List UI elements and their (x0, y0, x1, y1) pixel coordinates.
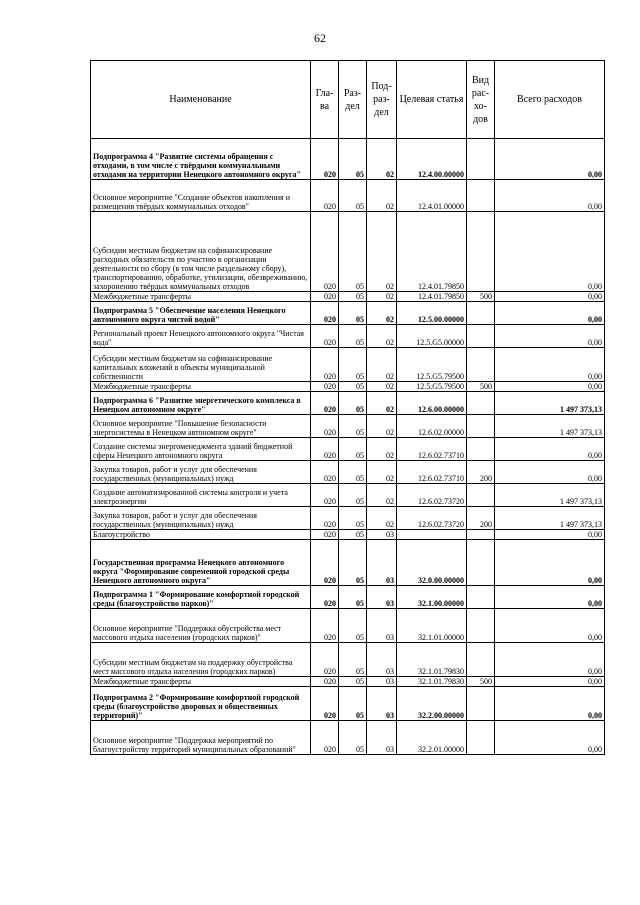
cell-vid (467, 325, 495, 348)
table-body (91, 139, 605, 755)
cell-target: 12.6.02.73710 (397, 438, 467, 461)
cell-razdel: 05 (339, 180, 367, 212)
cell-glava: 020 (311, 180, 339, 212)
cell-podrazdel: 03 (367, 677, 397, 687)
cell-razdel: 05 (339, 540, 367, 586)
cell-podrazdel: 02 (367, 438, 397, 461)
cell-total: 0,00 (495, 687, 605, 721)
cell-podrazdel: 03 (367, 530, 397, 540)
cell-podrazdel: 02 (367, 139, 397, 180)
cell-total: 0,00 (495, 540, 605, 586)
cell-razdel: 05 (339, 325, 367, 348)
cell-name: Создание системы энергоменеджмента зданий бюджетной сферы Ненецкого автономного округа (91, 438, 311, 461)
cell-target: 12.6.02.00000 (397, 415, 467, 438)
cell-name: Закупка товаров, работ и услуг для обеспечения государственных (муниципальных) нужд (91, 461, 311, 484)
table-row (91, 415, 605, 438)
cell-vid: 200 (467, 507, 495, 530)
cell-name: Субсидии местным бюджетам на софинансирование расходных обязательств по участию в организации деятельности по сбору (в том числе раздельному сбору), транспортированию, обработке, утилизации, обезвреживанию, захоронению твёрдых коммунальных отходов (91, 212, 311, 292)
cell-target: 12.6.02.73720 (397, 507, 467, 530)
cell-total: 0,00 (495, 348, 605, 382)
table-row (91, 302, 605, 325)
table-row (91, 461, 605, 484)
table-row (91, 586, 605, 609)
cell-podrazdel: 03 (367, 687, 397, 721)
cell-total: 1 497 373,13 (495, 392, 605, 415)
cell-razdel: 05 (339, 139, 367, 180)
cell-total: 0,00 (495, 721, 605, 755)
cell-target (397, 530, 467, 540)
cell-total: 0,00 (495, 609, 605, 643)
cell-vid (467, 530, 495, 540)
cell-vid (467, 609, 495, 643)
cell-podrazdel: 02 (367, 348, 397, 382)
cell-podrazdel: 03 (367, 540, 397, 586)
cell-glava: 020 (311, 643, 339, 677)
cell-glava: 020 (311, 721, 339, 755)
cell-glava: 020 (311, 292, 339, 302)
cell-glava: 020 (311, 687, 339, 721)
cell-vid (467, 687, 495, 721)
cell-name: Подпрограмма 5 "Обеспечение населения Ненецкого автономного округа чистой водой" (91, 302, 311, 325)
cell-glava: 020 (311, 586, 339, 609)
page-number: 62 (314, 31, 326, 45)
header-glava: Гла-ва (311, 61, 339, 139)
cell-razdel: 05 (339, 212, 367, 292)
cell-vid (467, 212, 495, 292)
cell-target: 12.4.00.00000 (397, 139, 467, 180)
cell-target: 12.5.G5.00000 (397, 325, 467, 348)
cell-target: 32.0.00.00000 (397, 540, 467, 586)
cell-glava: 020 (311, 677, 339, 687)
cell-target: 12.6.02.73720 (397, 484, 467, 507)
cell-target: 12.5.G5.79500 (397, 382, 467, 392)
cell-podrazdel: 03 (367, 721, 397, 755)
table-row (91, 540, 605, 586)
cell-total: 0,00 (495, 139, 605, 180)
cell-glava: 020 (311, 507, 339, 530)
cell-razdel: 05 (339, 302, 367, 325)
cell-glava: 020 (311, 415, 339, 438)
cell-total: 1 497 373,13 (495, 507, 605, 530)
cell-podrazdel: 02 (367, 461, 397, 484)
cell-podrazdel: 03 (367, 643, 397, 677)
table-row (91, 721, 605, 755)
cell-name: Межбюджетные трансферты (91, 677, 311, 687)
table-row (91, 530, 605, 540)
cell-target: 12.5.00.00000 (397, 302, 467, 325)
cell-total: 0,00 (495, 292, 605, 302)
cell-vid (467, 302, 495, 325)
cell-razdel: 05 (339, 484, 367, 507)
cell-podrazdel: 02 (367, 507, 397, 530)
table-row (91, 484, 605, 507)
table-row (91, 392, 605, 415)
cell-vid (467, 438, 495, 461)
cell-total: 0,00 (495, 382, 605, 392)
cell-name: Подпрограмма 2 "Формирование комфортной городской среды (благоустройство дворовых и общественных территорий)" (91, 687, 311, 721)
cell-glava: 020 (311, 609, 339, 643)
cell-total: 0,00 (495, 586, 605, 609)
cell-target: 32.1.01.79830 (397, 643, 467, 677)
cell-razdel: 05 (339, 721, 367, 755)
cell-podrazdel: 02 (367, 180, 397, 212)
cell-target: 12.4.01.00000 (397, 180, 467, 212)
cell-target: 32.2.01.00000 (397, 721, 467, 755)
cell-vid (467, 721, 495, 755)
cell-name: Благоустройство (91, 530, 311, 540)
cell-target: 32.1.01.79830 (397, 677, 467, 687)
cell-glava: 020 (311, 382, 339, 392)
cell-podrazdel: 02 (367, 212, 397, 292)
table-row (91, 687, 605, 721)
cell-name: Государственная программа Ненецкого автономного округа "Формирование современной городской среды Ненецкого автономного округа" (91, 540, 311, 586)
cell-podrazdel: 02 (367, 484, 397, 507)
cell-razdel: 05 (339, 507, 367, 530)
header-vid: Вид рас-хо-дов (467, 61, 495, 139)
cell-vid (467, 586, 495, 609)
header-total: Всего расходов (495, 61, 605, 139)
cell-glava: 020 (311, 139, 339, 180)
table-row (91, 643, 605, 677)
table-row (91, 139, 605, 180)
cell-glava: 020 (311, 348, 339, 382)
cell-vid (467, 348, 495, 382)
cell-vid (467, 415, 495, 438)
cell-target: 32.2.00.00000 (397, 687, 467, 721)
cell-glava: 020 (311, 438, 339, 461)
cell-total: 1 497 373,13 (495, 415, 605, 438)
cell-name: Основное мероприятие "Повышение безопасности энергосистемы в Ненецком автономном округе" (91, 415, 311, 438)
table-row (91, 677, 605, 687)
cell-razdel: 05 (339, 677, 367, 687)
cell-name: Подпрограмма 6 "Развитие энергетического комплекса в Ненецком автономном округе" (91, 392, 311, 415)
cell-name: Основное мероприятие "Создание объектов накопления и размещения твёрдых коммунальных отходов" (91, 180, 311, 212)
cell-razdel: 05 (339, 415, 367, 438)
table-row (91, 609, 605, 643)
cell-glava: 020 (311, 392, 339, 415)
cell-vid (467, 540, 495, 586)
header-podrazdel: Под-раз-дел (367, 61, 397, 139)
cell-name: Подпрограмма 1 "Формирование комфортной городской среды (благоустройство парков)" (91, 586, 311, 609)
budget-table (90, 60, 605, 755)
table-header-row (91, 61, 605, 139)
cell-name: Подпрограмма 4 "Развитие системы обращения с отходами, в том числе с твёрдыми коммунальными отходами на территории Ненецкого автономного округа" (91, 139, 311, 180)
cell-total: 0,00 (495, 643, 605, 677)
cell-total: 0,00 (495, 302, 605, 325)
cell-razdel: 05 (339, 643, 367, 677)
cell-podrazdel: 02 (367, 325, 397, 348)
cell-total: 0,00 (495, 530, 605, 540)
cell-glava: 020 (311, 302, 339, 325)
cell-target: 12.4.01.79850 (397, 292, 467, 302)
cell-vid: 500 (467, 382, 495, 392)
cell-glava: 020 (311, 484, 339, 507)
table-row (91, 382, 605, 392)
table-row (91, 292, 605, 302)
cell-vid: 500 (467, 292, 495, 302)
cell-razdel: 05 (339, 438, 367, 461)
cell-razdel: 05 (339, 609, 367, 643)
header-name: Наименование (91, 61, 311, 139)
cell-target: 32.1.00.00000 (397, 586, 467, 609)
cell-razdel: 05 (339, 348, 367, 382)
cell-target: 32.1.01.00000 (397, 609, 467, 643)
header-target: Целевая статья (397, 61, 467, 139)
cell-razdel: 05 (339, 292, 367, 302)
cell-total: 0,00 (495, 212, 605, 292)
cell-podrazdel: 02 (367, 415, 397, 438)
cell-name: Закупка товаров, работ и услуг для обеспечения государственных (муниципальных) нужд (91, 507, 311, 530)
cell-podrazdel: 02 (367, 302, 397, 325)
cell-podrazdel: 02 (367, 392, 397, 415)
table-row (91, 438, 605, 461)
table-row (91, 325, 605, 348)
cell-razdel: 05 (339, 586, 367, 609)
cell-vid (467, 643, 495, 677)
cell-total: 0,00 (495, 677, 605, 687)
cell-vid: 500 (467, 677, 495, 687)
cell-name: Создание автоматизированной системы контроля и учета электроэнергии (91, 484, 311, 507)
cell-razdel: 05 (339, 461, 367, 484)
cell-glava: 020 (311, 540, 339, 586)
cell-target: 12.5.G5.79500 (397, 348, 467, 382)
cell-glava: 020 (311, 530, 339, 540)
table-row (91, 507, 605, 530)
cell-razdel: 05 (339, 530, 367, 540)
cell-vid (467, 392, 495, 415)
cell-vid (467, 484, 495, 507)
cell-total: 0,00 (495, 180, 605, 212)
cell-total: 1 497 373,13 (495, 484, 605, 507)
table-row (91, 212, 605, 292)
cell-podrazdel: 02 (367, 292, 397, 302)
cell-name: Основное мероприятие "Поддержка обустройства мест массового отдыха населения (городских парков)" (91, 609, 311, 643)
cell-name: Субсидии местным бюджетам на поддержку обустройства мест массового отдыха населения (городских парков) (91, 643, 311, 677)
cell-glava: 020 (311, 461, 339, 484)
cell-podrazdel: 03 (367, 586, 397, 609)
cell-vid (467, 139, 495, 180)
cell-name: Региональный проект Ненецкого автономного округа "Чистая вода" (91, 325, 311, 348)
cell-name: Основное мероприятие "Поддержка мероприятий по благоустройству территорий муниципальных образований" (91, 721, 311, 755)
cell-target: 12.6.00.00000 (397, 392, 467, 415)
cell-total: 0,00 (495, 325, 605, 348)
cell-name: Межбюджетные трансферты (91, 292, 311, 302)
cell-razdel: 05 (339, 382, 367, 392)
cell-razdel: 05 (339, 687, 367, 721)
cell-vid: 200 (467, 461, 495, 484)
cell-target: 12.4.01.79850 (397, 212, 467, 292)
table-row (91, 348, 605, 382)
cell-podrazdel: 02 (367, 382, 397, 392)
cell-name: Субсидии местным бюджетам на софинансирование капитальных вложений в объекты муниципальной собственности (91, 348, 311, 382)
cell-vid (467, 180, 495, 212)
cell-glava: 020 (311, 325, 339, 348)
cell-glava: 020 (311, 212, 339, 292)
cell-total: 0,00 (495, 461, 605, 484)
cell-target: 12.6.02.73710 (397, 461, 467, 484)
cell-podrazdel: 03 (367, 609, 397, 643)
cell-name: Межбюджетные трансферты (91, 382, 311, 392)
header-razdel: Раз-дел (339, 61, 367, 139)
cell-total: 0,00 (495, 438, 605, 461)
cell-razdel: 05 (339, 392, 367, 415)
table-row (91, 180, 605, 212)
